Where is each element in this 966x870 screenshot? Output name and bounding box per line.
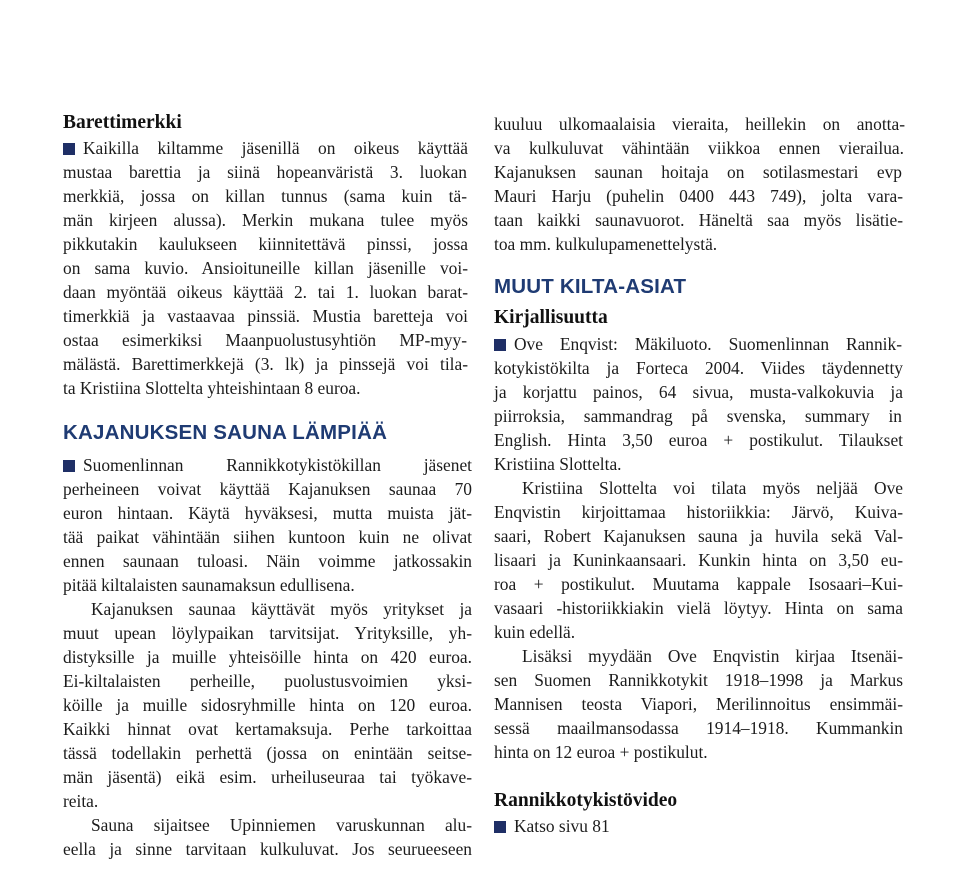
barettimerkki-line-10: mälästä. Barettimerkkejä (3. lk) ja pinssejä voi tila- [63, 354, 468, 374]
sauna-line-1: Suomenlinnan Rannikkotykistökillan jäsenet [63, 453, 472, 477]
kirjallisuutta-heading: Kirjallisuutta [494, 307, 608, 328]
kirjallisuutta-line-3: ja korjattu painos, 64 sivua, musta-valkokuvia ja [494, 382, 903, 402]
kirjallisuutta-line-4: piirroksia, sammandrag på svenska, summary in [494, 406, 902, 426]
sauna-line-10: Ei-kiltalaisten perheille, puolustusvoimien yksi- [63, 671, 472, 691]
kirjallisuutta-line-9: saari, Robert Kajanuksen sauna ja huvila sekä Val- [494, 526, 903, 546]
sauna-line-4: tää paikat vähintään siihen kuntoon kuin ne olivat [63, 527, 472, 547]
kirjallisuutta-line-8: Enqvistin kirjoittamaa historiikkia: Järvö, Kuiva- [494, 502, 903, 522]
sauna-line-7: Kajanuksen saunaa käyttävät myös yritykset ja [91, 599, 472, 619]
sauna-line-13: tässä todellakin perhettä (jossa on enintään seitse- [63, 743, 472, 763]
barettimerkki-line-7: daan myöntää oikeus käyttää 2. tai 1. luokan barat- [63, 282, 468, 302]
square-bullet-icon [494, 821, 506, 833]
sauna-line-2: perheineen voivat käyttää Kajanuksen saunaa 70 [63, 479, 472, 499]
sauna-cont-line-6: toa mm. kulkulupamenettelystä. [494, 234, 718, 254]
kirjallisuutta-line-6: Kristiina Slottelta. [494, 454, 622, 474]
kirjallisuutta-line-12: vasaari -historiikkiakin vielä löytyy. Hinta on sama [494, 598, 903, 618]
kirjallisuutta-line-18: hinta on 12 euroa + postikulut. [494, 742, 708, 762]
sauna-line-16: Sauna sijaitsee Upinniemen varuskunnan alu- [91, 815, 472, 835]
barettimerkki-line-2: mustaa barettia ja siinä hopeanväristä 3. luokan [63, 162, 467, 182]
sauna-line-9: distyksille ja muille yhteisöille hinta on 420 euroa. [63, 647, 472, 667]
kirjallisuutta-line-16: Mannisen teosta Viapori, Merilinnoitus ensimmäi- [494, 694, 903, 714]
sauna-cont-line-2: va kulkuluvat vähintään viikkoa ennen vierailua. [494, 138, 904, 158]
muut-section-title: MUUT KILTA-ASIAT [494, 275, 687, 298]
kirjallisuutta-line-1: Ove Enqvist: Mäkiluoto. Suomenlinnan Rannik- [494, 332, 902, 356]
barettimerkki-line-11: ta Kristiina Slottelta yhteishintaan 8 euroa. [63, 378, 361, 398]
square-bullet-icon [494, 339, 506, 351]
barettimerkki-line-6: on sama kuvio. Ansioituneille killan jäsenille voi- [63, 258, 468, 278]
sauna-line-3: euron hintaan. Käytä hyväksesi, mutta muista jät- [63, 503, 472, 523]
sauna-line-6: pitää kiltalaisten saunamaksun edullisena. [63, 575, 355, 595]
square-bullet-icon [63, 460, 75, 472]
kirjallisuutta-line-17: sessä maailmansodassa 1914–1918. Kummankin [494, 718, 903, 738]
barettimerkki-line-9: ostaa esimerkiksi Maanpuolustusyhtiön MP-myy- [63, 330, 467, 350]
square-bullet-icon [63, 143, 75, 155]
sauna-line-14: män jäsentä) eikä esim. urheiluseuraa tai työkave- [63, 767, 472, 787]
sauna-section-title: KAJANUKSEN SAUNA LÄMPIÄÄ [63, 421, 388, 444]
kirjallisuutta-line-13: kuin edellä. [494, 622, 576, 642]
kirjallisuutta-line-11: roa + postikulut. Muutama kappale Isosaari–Kui- [494, 574, 903, 594]
sauna-line-15: reita. [63, 791, 99, 811]
kirjallisuutta-line-14: Lisäksi myydään Ove Enqvistin kirjaa Itsenäi- [522, 646, 903, 666]
barettimerkki-line-1: Kaikilla kiltamme jäsenillä on oikeus käyttää [63, 136, 468, 160]
kirjallisuutta-line-2: kotykistökilta ja Forteca 2004. Viides täydennetty [494, 358, 903, 378]
sauna-cont-line-3: Kajanuksen saunan hoitaja on sotilasmestari evp [494, 162, 902, 182]
barettimerkki-line-3: merkkiä, jossa on killan tunnus (sama kuin tä- [63, 186, 467, 206]
sauna-cont-line-4: Mauri Harju (puhelin 0400 443 749), jolta vara- [494, 186, 903, 206]
sauna-line-11: köille ja muille sidosryhmille hinta on 120 euroa. [63, 695, 472, 715]
video-line-1: Katso sivu 81 [494, 814, 610, 838]
barettimerkki-heading: Barettimerkki [63, 112, 182, 133]
barettimerkki-line-4: män kirjeen alussa). Merkin mukana tulee myös [63, 210, 468, 230]
sauna-cont-line-5: taan kaikki saunavuorot. Häneltä saa myös lisätie- [494, 210, 903, 230]
kirjallisuutta-line-10: lisaari ja Kuninkaansaari. Kunkin hinta on 3,50 eu- [494, 550, 903, 570]
kirjallisuutta-line-5: English. Hinta 3,50 euroa + postikulut. Tilaukset [494, 430, 903, 450]
sauna-line-12: Kaikki hinnat ovat kertamaksuja. Perhe tarkoittaa [63, 719, 472, 739]
barettimerkki-line-8: timerkkiä ja vastaavaa pinssiä. Mustia baretteja voi [63, 306, 468, 326]
sauna-cont-line-1: kuuluu ulkomaalaisia vieraita, heillekin on anotta- [494, 114, 905, 134]
sauna-line-17: eella ja sinne tarvitaan kulkuluvat. Jos seurueeseen [63, 839, 472, 859]
kirjallisuutta-line-7: Kristiina Slottelta voi tilata myös neljää Ove [522, 478, 903, 498]
barettimerkki-line-5: pikkutakin kaulukseen kiinnitettävä pinssi, jossa [63, 234, 468, 254]
kirjallisuutta-line-15: sen Suomen Rannikkotykit 1918–1998 ja Markus [494, 670, 903, 690]
sauna-line-5: ennen saunaan tuloasi. Näin voimme jatkossakin [63, 551, 472, 571]
sauna-line-8: muut upean löylypaikan tarvitsijat. Yrityksille, yh- [63, 623, 472, 643]
video-heading: Rannikkotykistövideo [494, 790, 678, 811]
